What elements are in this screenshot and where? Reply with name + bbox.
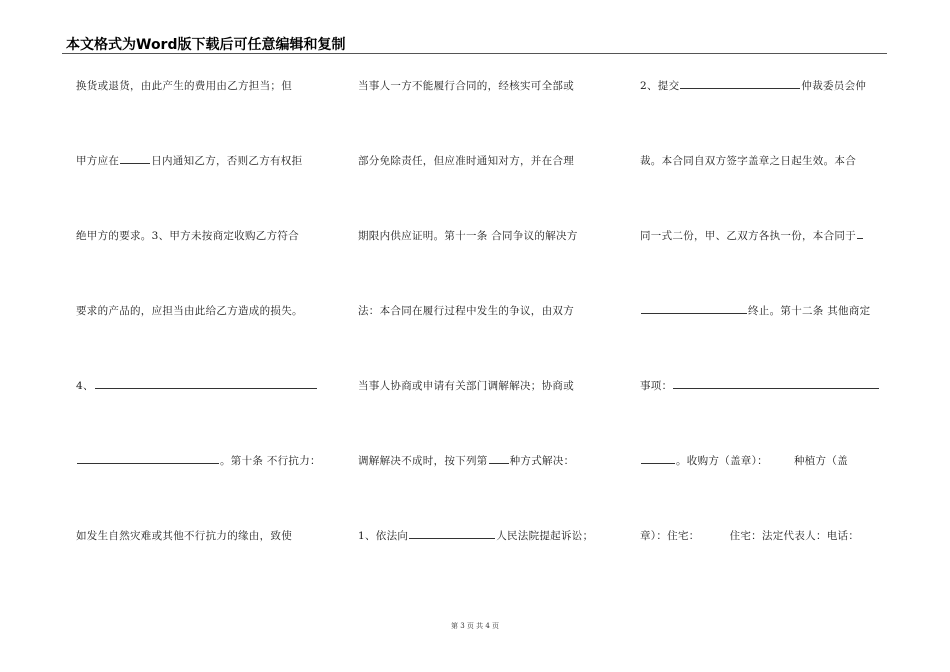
text-line: 终止。第十二条 其他商定 (640, 303, 870, 319)
text-line: 事项： (640, 378, 880, 394)
fill-blank (120, 153, 150, 164)
text-line: 当事人一方不能履行合同的，经核实可全部或 (358, 80, 574, 92)
fill-blank (77, 453, 219, 464)
text-line: 。收购方（盖章）： 种植方（盖 (640, 453, 848, 469)
text-line: 调解解决不成时，按下列第 种方式解决： (358, 455, 575, 467)
text-line: 法：本合同在履行过程中发生的争议，由双方 (358, 305, 574, 317)
text-line: 要求的产品的，应担当由此给乙方造成的损失。 (76, 305, 303, 317)
text-line: 期限内供应证明。第十一条 合同争议的解决方 (358, 230, 578, 242)
fill-blank (673, 378, 879, 389)
text-column-1 (76, 70, 326, 590)
fill-blank (409, 528, 495, 539)
text-line: 同一式二份，甲、乙双方各执一份，本合同于 (640, 228, 864, 244)
text-line: 1、依法向 人民法院提起诉讼； (358, 530, 594, 542)
text-line: 。第十条 不行抗力： (76, 453, 321, 469)
document-header: 本文格式为Word版下载后可任意编辑和复制 (66, 37, 346, 53)
fill-blank (641, 453, 675, 464)
text-line: 甲方应在 日内通知乙方，否则乙方有权拒 (76, 155, 303, 167)
text-line: 4、 (76, 378, 318, 394)
text-line: 裁。本合同自双方签字盖章之日起生效。本合 (640, 155, 856, 167)
text-line: 如发生自然灾难或其他不行抗力的缘由，致使 (76, 530, 292, 542)
text-line: 换货或退货，由此产生的费用由乙方担当；但 (76, 80, 292, 92)
fill-blank (857, 228, 863, 239)
header-divider (62, 53, 887, 54)
text-column-2 (358, 70, 608, 590)
fill-blank (95, 378, 317, 389)
fill-blank (489, 453, 509, 464)
text-line: 绝甲方的要求。3、甲方未按商定收购乙方符合 (76, 230, 299, 242)
text-line: 当事人协商或申请有关部门调解解决；协商或 (358, 380, 574, 392)
text-line: 2、提交 仲裁委员会仲 (640, 80, 867, 92)
fill-blank (680, 78, 800, 89)
text-line: 章）：住宅： 住宅：法定代表人：电话： (640, 530, 860, 542)
text-line: 部分免除责任，但应准时通知对方，并在合理 (358, 155, 574, 167)
fill-blank (641, 303, 747, 314)
page-number: 第 3 页 共 4 页 (450, 622, 500, 630)
text-column-3 (640, 70, 890, 590)
